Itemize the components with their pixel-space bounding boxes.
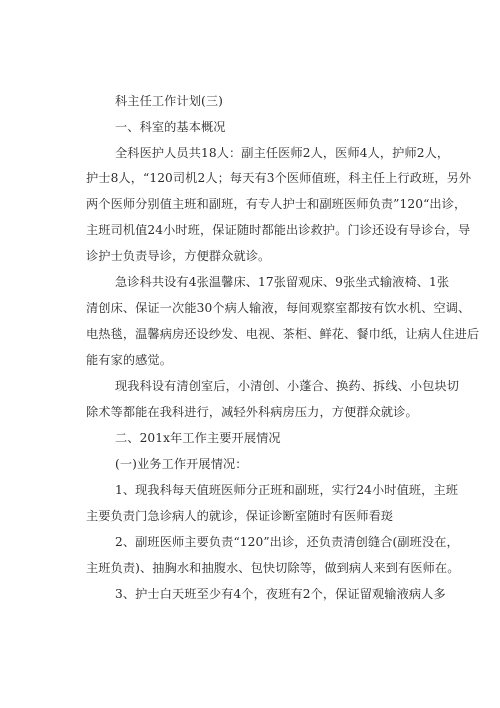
paragraph-line: 能有家的感觉。 <box>86 353 173 367</box>
subsection-heading-1: (一)业务工作开展情况： <box>115 457 248 471</box>
document-title: 科主任工作计划(三) <box>115 94 224 108</box>
list-item-line: 2、副班医师主要负责“120”出诊，还负责清创缝合(副班没在， <box>115 535 459 549</box>
list-item-line: 主班负责)、抽胸水和抽腹水、包快切除等，做到病人来到有医师在。 <box>86 561 460 575</box>
paragraph-line: 清创床、保证一次能30个病人输液，每间观察室都按有饮水机、空调、 <box>86 301 471 315</box>
section-heading-1: 一、科室的基本概况 <box>115 120 226 134</box>
paragraph-line: 现我科设有清创室后，小清创、小蓬合、换药、拆线、小包块切 <box>115 379 460 393</box>
paragraph-line: 电热毯，温馨病房还设纱发、电视、茶柜、鲜花、餐巾纸，让病人住进后 <box>86 327 480 341</box>
paragraph-line: 主班司机值24小时班，保证随时都能出诊救护。门诊还设有导诊台，导 <box>86 223 471 237</box>
list-item-line: 主要负责门急诊病人的就诊，保证诊断室随时有医师看珳 <box>86 509 394 523</box>
list-item-line: 3、护士白天班至少有4个，夜班有2个，保证留观输液病人多 <box>115 587 446 601</box>
paragraph-line: 全科医护人员共18人：副主任医师2人，医师4人，护师2人， <box>115 146 450 160</box>
section-heading-2: 二、201x年工作主要开展情况 <box>115 431 281 445</box>
paragraph-line: 除术等都能在我科进行，减轻外科病房压力，方便群众就诊。 <box>86 405 418 419</box>
paragraph-line: 两个医师分别值主班和副班，有专人护士和副班医师负责”120“出诊， <box>86 197 467 211</box>
paragraph-line: 护士8人，“120司机2人；每天有3个医师值班，科主任上行政班，另外 <box>86 171 472 185</box>
paragraph-line: 急诊科共设有4张温馨床、17张留观床、9张坐式输液椅、1张 <box>115 275 450 289</box>
list-item-line: 1、现我科每天值班医师分正班和副班，实行24小时值班，主班 <box>115 483 459 497</box>
paragraph-line: 诊护士负责导诊，方便群众就诊。 <box>86 249 271 263</box>
